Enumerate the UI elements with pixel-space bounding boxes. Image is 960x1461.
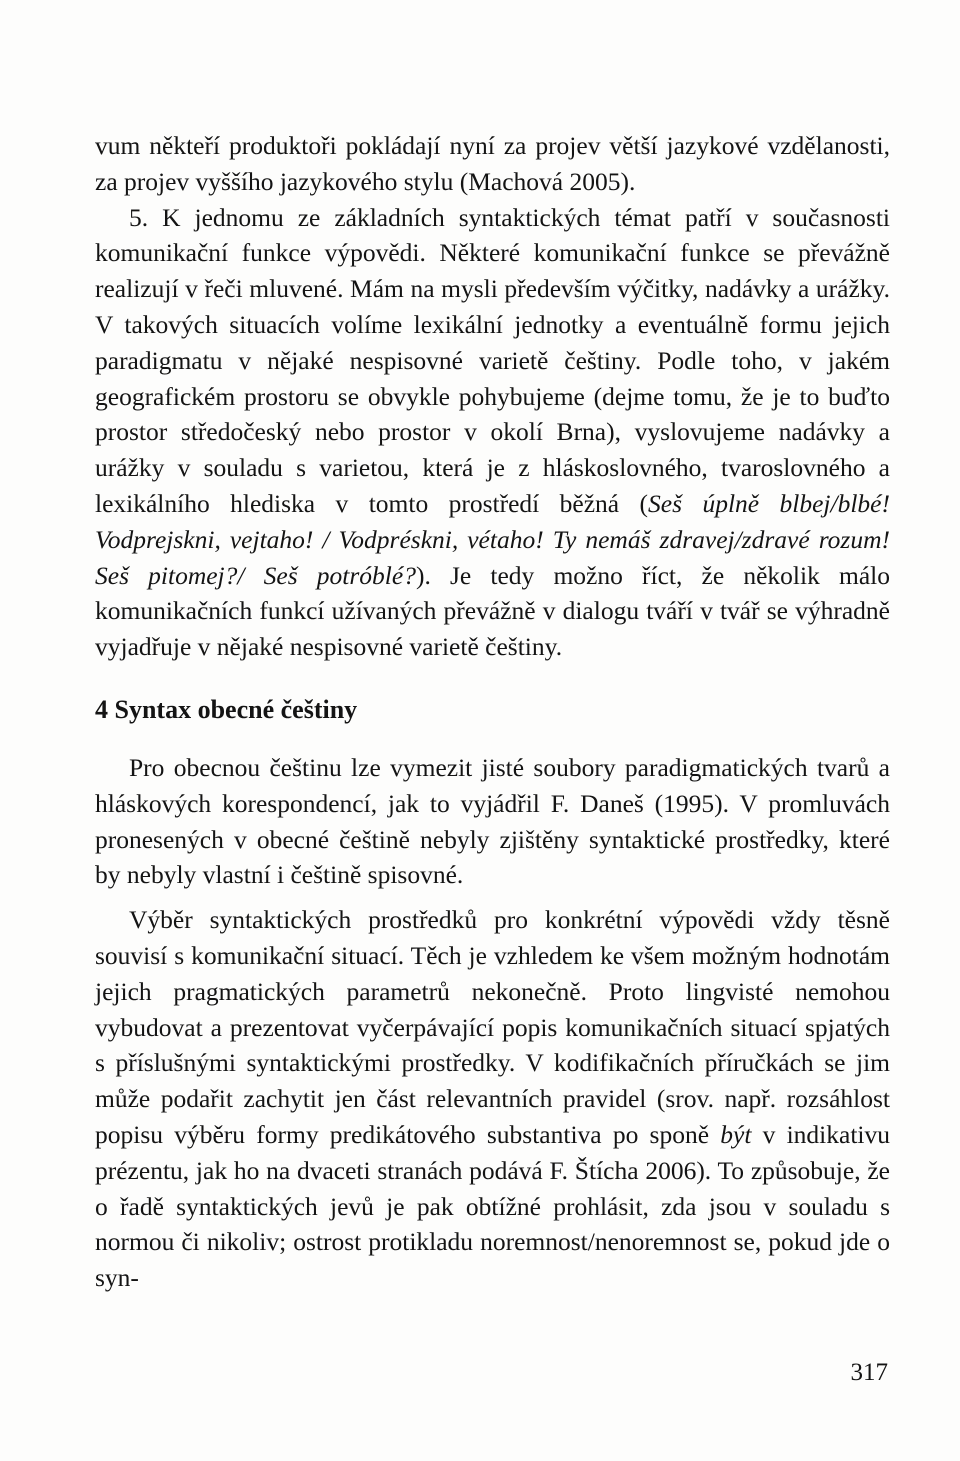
section-heading: 4 Syntax obecné češtiny xyxy=(95,694,358,724)
page-number: 317 xyxy=(850,1359,888,1386)
paragraph-obecna-cestina xyxy=(95,750,890,893)
paragraph-point-5 xyxy=(95,200,890,665)
p2-text-start: 5. K jednomu ze základních syntaktických témat patří v současnosti komunikační funkce výpovědi. Některé komunikační funkce se převážně realizují v řeči mluvené. Mám na mysli především výčitky, nadávky a urážky. V takových situacích volíme lexikální jednotky a eventuálně formu jejich paradigmatu v nějaké nespisovné varietě češtiny. Podle toho, v jakém geografickém prostoru se obvykle pohybujeme (dejme tomu, že je to buďto prostor středočeský nebo prostor v okolí Brna), vyslovujeme nadávky a urážky v souladu s varietou, která je z hláskoslovného, tvaroslovného a lexikálního hlediska v tomto prostředí běžná ( xyxy=(95,202,890,518)
p4-text-start: Výběr syntaktických prostředků pro konkrétní výpovědi vždy těsně souvisí s komunikační situací. Těch je vzhledem ke všem možným hodnotám jejich pragmatických parametrů nekonečně. Proto lingvisté nemohou vybudovat a prezentovat vyčerpávající popis komunikačních situací spjatých s příslušnými syntaktickými prostředky. V kodifikačních příručkách se jim může podařit zachytit jen část relevantních pravidel (srov. např. rozsáhlost popisu výběru formy predikátového substantiva po sponě xyxy=(95,905,890,1149)
text-column xyxy=(95,128,890,1296)
paragraph-vyber-prostredku xyxy=(95,902,890,1296)
p4-text-end: v indikativu prézentu, jak ho na dvaceti stranách podává F. Štícha 2006). To způsobuje, že o řadě syntaktických jevů je pak obtížné prohlásit, zda jsou v souladu s normou či nikoliv; ostrost protikladu noremnost/nenoremnost se, pokud jde o syn- xyxy=(95,1119,890,1293)
p4-italic-byt: být xyxy=(720,1119,752,1149)
section-syntax xyxy=(95,692,890,1296)
p2-examples-italic: Seš úplně blbej/blbé! Vodprejskni, vejtaho! / Vodpréskni, vétaho! Ty nemáš zdravej/zdravé rozum! Seš pitomej?/ Seš potróblé? xyxy=(95,488,890,590)
p1-text: vum někteří produktoři pokládají nyní za projev větší jazykové vzdělanosti, za projev vyššího jazykového stylu (Machová 2005). xyxy=(95,131,890,196)
p3-text: Pro obecnou češtinu lze vymezit jisté soubory paradigmatických tvarů a hláskových korespondencí, jak to vyjádřil F. Daneš (1995). V promluvách pronesených v obecné češtině nebyly zjištěny syntaktické prostředky, které by nebyly vlastní i češtině spisovné. xyxy=(95,752,890,890)
paragraph-continuation xyxy=(95,128,890,200)
p2-text-end: ). Je tedy možno říct, že několik málo komunikačních funkcí užívaných převážně v dialogu tváří v tvář se výhradně vyjadřuje v nějaké nespisovné varietě češtiny. xyxy=(95,560,890,662)
